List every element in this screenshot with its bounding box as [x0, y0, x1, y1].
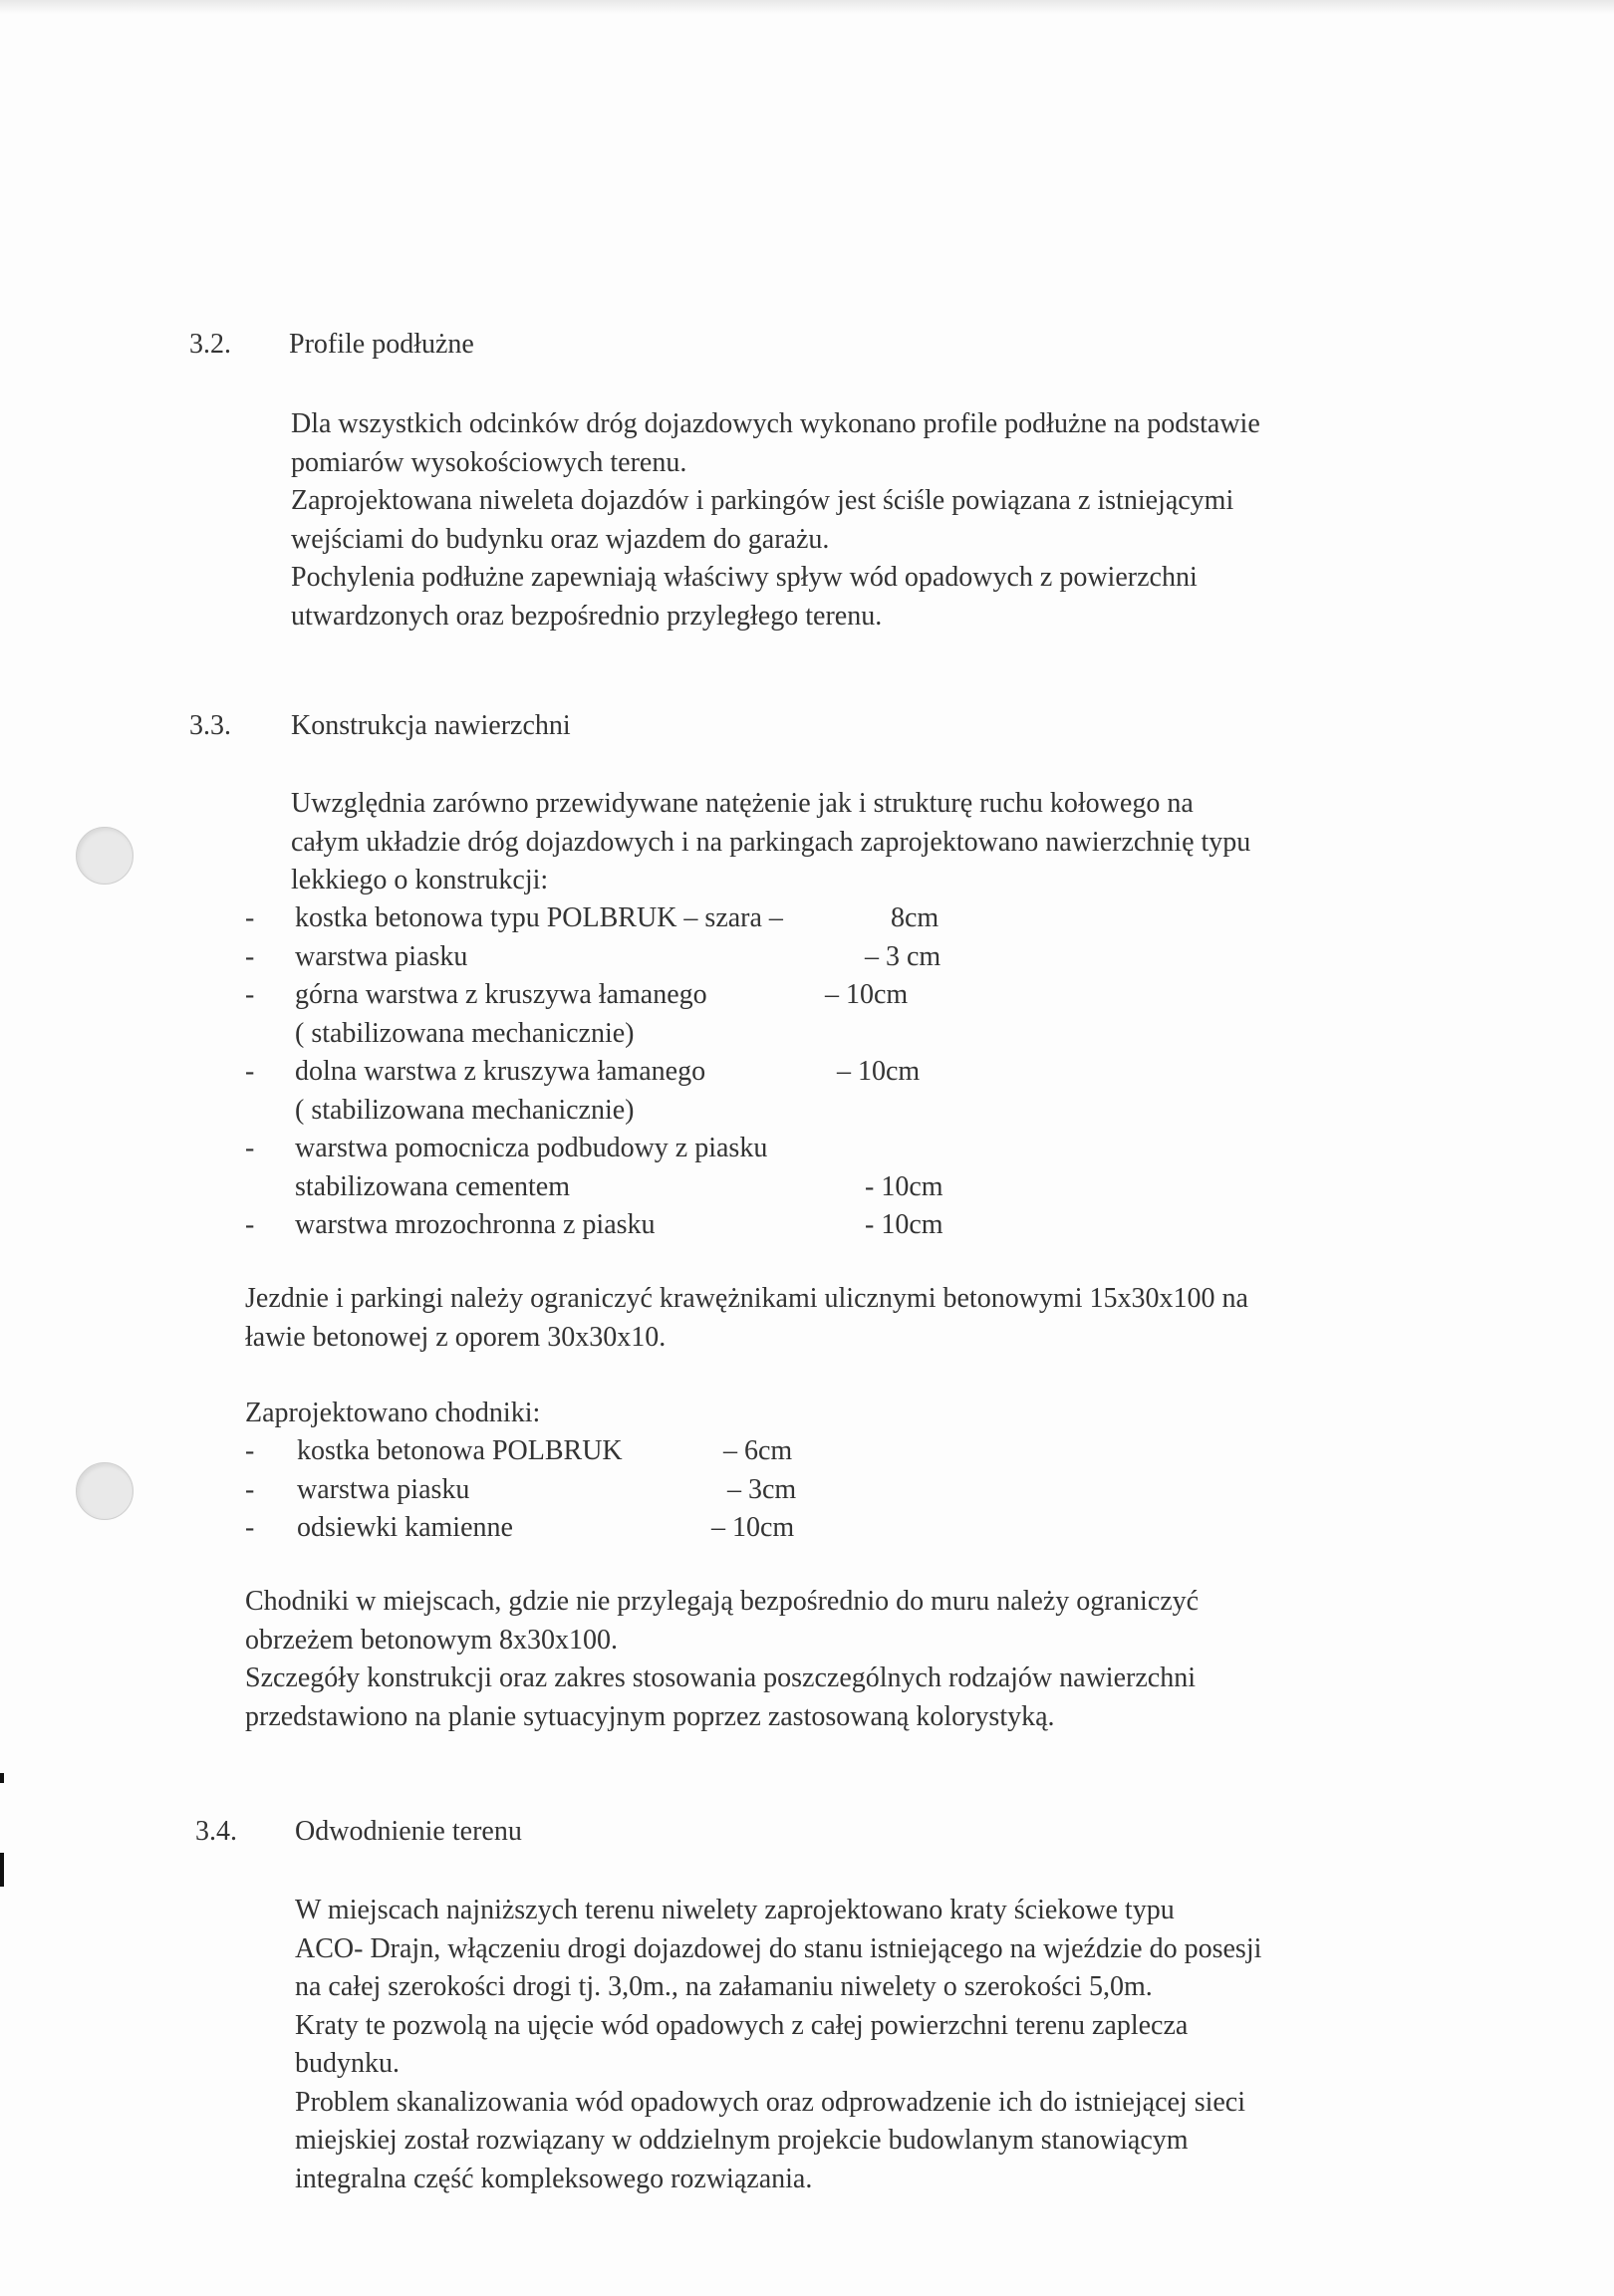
- list-dash: -: [245, 1473, 255, 1505]
- paragraph-line: przedstawiono na planie sytuacyjnym poprzez zastosowaną kolorystyką.: [245, 1700, 1055, 1732]
- list-dash: -: [245, 902, 255, 933]
- layer-name: dolna warstwa z kruszywa łamanego: [295, 1056, 706, 1087]
- section-3-3-number: 3.3.: [189, 710, 231, 741]
- list-dash: -: [245, 940, 255, 972]
- paragraph-line: W miejscach najniższych terenu niwelety zaprojektowano kraty ściekowe typu: [295, 1895, 1175, 1925]
- list-item: [245, 1130, 1002, 1168]
- section-3-2-paragraph: [291, 405, 1260, 636]
- punch-hole-bottom: [76, 1462, 134, 1520]
- layer-thickness: – 10cm: [825, 979, 909, 1010]
- layer-name: górna warstwa z kruszywa łamanego: [295, 979, 707, 1010]
- layer-name: stabilizowana cementem: [295, 1170, 570, 1202]
- pavement-layers-list: [245, 899, 1002, 1245]
- binder-mark-lower: [0, 1853, 4, 1887]
- paragraph-line: ACO- Drajn, włączeniu drogi dojazdowej do stanu istniejącego na wjeździe do posesji: [295, 1932, 1262, 1964]
- layer-thickness: 8cm: [891, 902, 940, 933]
- paragraph-line: miejskiej został rozwiązany w oddzielnym projekcie budowlanym stanowiącym: [295, 2125, 1189, 2156]
- paragraph-line: Pochylenia podłużne zapewniają właściwy spływ wód opadowych z powierzchni: [291, 562, 1198, 593]
- list-dash: -: [245, 1133, 255, 1163]
- layer-name: kostka betonowa typu POLBRUK – szara –: [295, 902, 783, 933]
- list-item: [245, 1053, 1002, 1092]
- paragraph-line: Uwzględnia zarówno przewidywane natężenie jak i strukturę ruchu kołowego na: [291, 788, 1194, 819]
- list-item: [245, 1432, 843, 1471]
- layer-thickness: – 10cm: [711, 1512, 795, 1543]
- list-item: [245, 899, 1002, 938]
- section-3-4-paragraph: [295, 1892, 1261, 2198]
- layer-thickness: – 10cm: [837, 1056, 921, 1087]
- layer-thickness: - 10cm: [865, 1209, 943, 1240]
- list-dash: -: [245, 979, 255, 1010]
- list-item: [245, 1015, 1002, 1054]
- list-dash: -: [245, 1512, 255, 1543]
- list-dash: -: [245, 1435, 255, 1466]
- list-item: [245, 1471, 843, 1510]
- list-item: [245, 1206, 1002, 1245]
- section-3-4-number: 3.4.: [195, 1816, 237, 1847]
- paragraph-line: Chodniki w miejscach, gdzie nie przylegają bezpośrednio do muru należy ograniczyć: [245, 1586, 1200, 1617]
- layer-name: warstwa pomocnicza podbudowy z piasku: [295, 1133, 768, 1163]
- paragraph-line: obrzeżem betonowym 8x30x100.: [245, 1624, 619, 1656]
- binder-mark-upper: [0, 1773, 4, 1783]
- layer-name: odsiewki kamienne: [297, 1512, 513, 1543]
- paragraph-line: Zaprojektowana niweleta dojazdów i parkingów jest ściśle powiązana z istniejącymi: [291, 485, 1234, 516]
- list-dash: -: [245, 1056, 255, 1087]
- list-item: [245, 1092, 1002, 1131]
- paragraph-line: Problem skanalizowania wód opadowych oraz odprowadzenie ich do istniejącej sieci: [295, 2086, 1246, 2118]
- sidewalk-intro: Zaprojektowano chodniki:: [245, 1398, 541, 1428]
- section-3-3-closing: [245, 1583, 1199, 1736]
- punch-hole-top: [76, 827, 134, 885]
- section-3-4-title: Odwodnienie terenu: [295, 1816, 522, 1847]
- list-item: [245, 1168, 1002, 1207]
- list-item: [245, 1509, 843, 1548]
- layer-thickness: - 10cm: [865, 1170, 943, 1202]
- section-3-2-title: Profile podłużne: [289, 329, 474, 360]
- layer-name: warstwa mrozochronna z piasku: [295, 1209, 656, 1240]
- paragraph-line: integralna część kompleksowego rozwiązania.: [295, 2163, 813, 2194]
- layer-thickness: – 6cm: [723, 1435, 793, 1466]
- layer-name: kostka betonowa POLBRUK: [297, 1435, 623, 1466]
- layer-thickness: – 3cm: [727, 1473, 797, 1505]
- paragraph-line: Jezdnie i parkingi należy ograniczyć krawężnikami ulicznymi betonowymi 15x30x100 na: [245, 1283, 1248, 1314]
- paragraph-line: na całej szerokości drogi tj. 3,0m., na załamaniu niwelety o szerokości 5,0m.: [295, 1971, 1153, 2002]
- paragraph-line: całym układzie dróg dojazdowych i na parkingach zaprojektowano nawierzchnię typu: [291, 826, 1251, 858]
- paragraph-line: Dla wszystkich odcinków dróg dojazdowych wykonano profile podłużne na podstawie: [291, 408, 1260, 439]
- paragraph-line: budynku.: [295, 2048, 400, 2079]
- paragraph-line: Kraty te pozwolą na ujęcie wód opadowych z całej powierzchni terenu zaplecza: [295, 2009, 1189, 2041]
- section-3-3-title: Konstrukcja nawierzchni: [291, 710, 571, 741]
- layer-name: ( stabilizowana mechanicznie): [295, 1017, 635, 1049]
- paragraph-line: pomiarów wysokościowych terenu.: [291, 446, 687, 478]
- paragraph-line: utwardzonych oraz bezpośrednio przyległego terenu.: [291, 600, 883, 632]
- layer-name: ( stabilizowana mechanicznie): [295, 1094, 635, 1126]
- paragraph-line: lekkiego o konstrukcji:: [291, 865, 549, 895]
- layer-name: warstwa piasku: [297, 1473, 470, 1505]
- list-item: [245, 976, 1002, 1015]
- section-3-3-intro: [291, 785, 1250, 900]
- curb-paragraph: [245, 1280, 1248, 1357]
- scan-edge: [0, 0, 1614, 14]
- section-3-2-number: 3.2.: [189, 329, 231, 360]
- paragraph-line: Szczegóły konstrukcji oraz zakres stosowania poszczególnych rodzajów nawierzchni: [245, 1662, 1196, 1693]
- list-item: [245, 938, 1002, 977]
- list-dash: -: [245, 1209, 255, 1240]
- paragraph-line: wejściami do budynku oraz wjazdem do garażu.: [291, 523, 830, 555]
- layer-thickness: – 3 cm: [865, 940, 942, 972]
- sidewalk-layers-list: [245, 1432, 843, 1548]
- paragraph-line: ławie betonowej z oporem 30x30x10.: [245, 1321, 667, 1353]
- layer-name: warstwa piasku: [295, 940, 468, 972]
